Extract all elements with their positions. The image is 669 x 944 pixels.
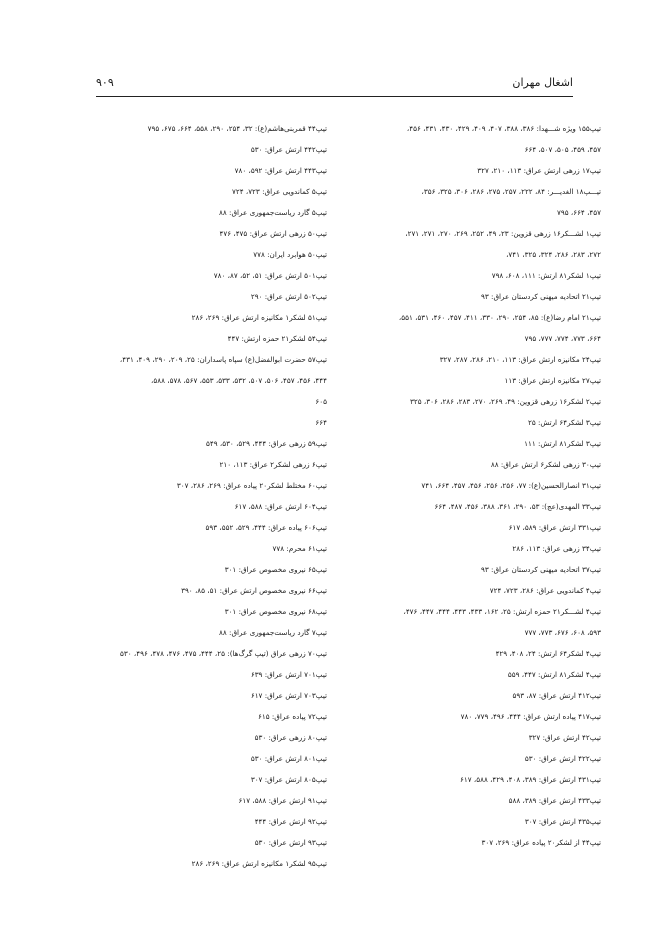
index-entry: تیپ۶۶ نیروی مخصوص ارتش عراق: ۵۱، ۸۵، ۳۹۰ [181,586,327,595]
index-entry: تیپ۳۳ المهدی(عج): ۵۳، ۲۹۰، ۳۶۱، ۳۸۸، ۴۵۶، ۴۸۷، ۶۶۴ [434,502,601,511]
index-entry: تیپ۱ لشـــکر۱۶ زرهی قزوین: ۲۳، ۴۹، ۲۵۲، ۲۶۹، ۲۷۰، ۲۷۱، ۲۷۱، [405,229,601,238]
index-entry: تیپ۴ لشکر۸۱ ارتش: ۴۴۷، ۵۵۹ [507,670,601,679]
index-entry: تیپ۸۰۱ ارتش عراق: ۵۳۰ [250,754,327,763]
index-entry: تیپ۴۱۲ ارتش عراق: ۸۷، ۵۹۳ [512,691,601,700]
index-entry: تیپ۵۱ لشکر۱ مکانیزه ارتش عراق: ۲۶۹، ۲۸۶ [191,313,327,322]
index-entry: ۵۹۳، ۶۰۸، ۶۷۶، ۷۷۳، ۷۷۷ [524,628,601,637]
index-entry: تیپ۸۰ زرهی عراق: ۵۳۰ [254,733,327,742]
index-entry: ۴۵۷، ۶۶۴، ۷۹۵ [557,208,601,217]
index-entry: تیپ۴۴ قمربنی‌هاشم(ع): ۳۲، ۲۵۴، ۲۹۰، ۵۵۸، ۶۶۴، ۶۷۵، ۷۹۵ [147,124,327,133]
index-entry: ۲۷۲، ۲۸۳، ۲۸۶، ۳۲۴، ۳۲۵، ۷۴۱، [506,250,601,259]
index-entry: تیپ۴۲ ارتش عراق: ۳۲۷ [528,733,601,742]
index-entry: تیپ۴۳۵ ارتش عراق: ۳۰۷ [524,817,601,826]
index-entry: تیپ۷۰ زرهی عراق (تیپ گرگ‌ها): ۲۵، ۴۴۴، ۴۷۵، ۴۷۶، ۴۷۸، ۴۹۶، ۵۳۰ [120,649,327,658]
index-entry: تیپ۳۷ اتحادیه میهنی کردستان عراق: ۹۳ [481,565,601,574]
index-entry: تیپ۵ کماندویی عراق: ۷۲۳، ۷۲۴ [231,187,327,196]
index-entry: ۶۶۴ [315,418,327,427]
index-entry: تیپ۸۰۵ ارتش عراق: ۳۰۷ [250,775,327,784]
index-entry: تیپ۳۳۱ ارتش عراق: ۵۸۹، ۶۱۷ [508,523,601,532]
index-entry: تیپ۴۳۳ ارتش عراق: ۳۸۹، ۵۸۸ [508,796,601,805]
index-entry: تیپ۵۴ لشکر۲۱ حمزه ارتش: ۴۴۷ [227,334,327,343]
index-entry: تیپ۹۱ ارتش عراق: ۵۸۸، ۶۱۷ [238,796,327,805]
index-entry: تیپ۱۷ زرهی ارتش عراق: ۱۱۳، ۲۱۰، ۳۲۷ [477,166,601,175]
index-entry: تیپ۴۳۱ ارتش عراق: ۳۸۹، ۴۰۸، ۴۲۹، ۵۸۸، ۶۱۷ [460,775,601,784]
index-entry: تیپ۱۵۵ ویژه شـــهدا: ۳۸۶، ۳۸۸، ۴۰۷، ۴۰۹، ۴۲۹، ۴۳۰، ۴۳۱، ۴۵۶، [406,124,601,133]
index-entry: تیپ۳۰ زرهی لشکر۶ ارتش عراق: ۸۸ [490,460,601,469]
index-entry: تیپ۶۰۶ پیاده عراق: ۴۴۴، ۵۲۹، ۵۵۲، ۵۹۳ [205,523,327,532]
index-column-left [65,118,327,874]
chapter-title: اشغال مهران [512,76,573,89]
index-entry: تیپ۴۲۲ ارتش عراق: ۵۳۰ [524,754,601,763]
index-entry: ۴۴۴، ۴۵۶، ۴۵۷، ۵۰۶، ۵۰۷، ۵۳۲، ۵۳۳، ۵۵۳، ۵۶۷، ۵۷۸، ۵۸۸، [151,376,327,385]
index-entry: تیپ۵۷ حضرت ابوالفضل(ع) سپاه پاسداران: ۲۵، ۲۰۹، ۲۹۰، ۴۰۹، ۴۳۱، [119,355,327,364]
index-entry: تیپ۷۰۳ ارتش عراق: ۶۱۷ [250,691,327,700]
index-entry: تیپ۶۱ محرم: ۷۷۸ [272,544,327,553]
index-entry: تیپ۱ لشکر۸۱ ارتش: ۱۱۱، ۶۰۸، ۷۹۸ [491,271,601,280]
index-entry: ۴۵۷، ۴۵۹، ۵۰۵، ۵۰۷، ۶۶۴ [524,145,601,154]
index-entry: تیپ۵۹ زرهی عراق: ۴۴۴، ۵۲۹، ۵۳۰، ۵۴۹ [206,439,327,448]
running-header [96,76,573,97]
index-entry: تیپ۷۰۱ ارتش عراق: ۶۳۹ [250,670,327,679]
index-entry: تیـــپ۱۸ الغدیـــر: ۸۴، ۲۲۲، ۲۵۷، ۲۷۵، ۲۸۶، ۳۰۶، ۳۲۵، ۳۵۶، [421,187,601,196]
index-entry: تیپ۵۰ هوابرد ایران: ۷۷۸ [253,250,327,259]
index-entry: تیپ۶۸ نیروی مخصوص عراق: ۳۰۱ [224,607,327,616]
index-entry: تیپ۳۱ انصارالحسین(ع): ۷۷، ۲۵۶، ۲۵۶، ۴۵۶، ۴۵۷، ۶۶۴، ۷۴۱ [421,481,601,490]
index-entry: تیپ۳۴ زرهی عراق: ۱۱۳، ۲۸۶ [512,544,601,553]
index-entry: تیپ۹۵ لشکر۱ مکانیزه ارتش عراق: ۲۶۹، ۲۸۶ [191,859,327,868]
index-entry: تیپ۵۰ زرهی ارتش عراق: ۴۷۵، ۴۷۶ [219,229,327,238]
index-entry: تیپ۲ لشکر۱۶ زرهی قزوین: ۴۹، ۲۶۹، ۲۷۰، ۲۸۳، ۲۸۶، ۳۰۶، ۳۲۵ [410,397,601,406]
index-entry: تیپ۹۲ ارتش عراق: ۴۴۴ [254,817,327,826]
index-entry: تیپ۹۳ ارتش عراق: ۵۳۰ [254,838,327,847]
index-entry: تیپ۶۵ نیروی مخصوص عراق: ۳۰۱ [224,565,327,574]
index-entry: تیپ۴ لشکر۶۴ ارتش: ۲۴، ۴۰۸، ۴۲۹ [495,649,601,658]
index-entry: تیپ۴۱۷ پیاده ارتش عراق: ۴۴۴، ۴۹۶، ۷۷۹، ۷۸۰ [460,712,601,721]
index-entry: تیپ۷۲ پیاده عراق: ۶۱۵ [258,712,327,721]
index-entry: تیپ۵۰۲ ارتش عراق: ۲۹۰ [250,292,327,301]
index-entry: ۶۶۴، ۷۷۳، ۷۷۴، ۷۷۷، ۷۹۵ [524,334,601,343]
index-entry: تیپ۳ لشکر۶۴ ارتش: ۲۵ [527,418,601,427]
index-entry: تیپ۲۱ امام رضا(ع): ۸۵، ۲۵۴، ۲۹۰، ۳۳۰، ۴۱۱، ۴۵۷، ۴۶۰، ۵۳۱، ۵۵۱، [398,313,601,322]
index-entry: تیپ۳ لشکر۸۱ ارتش: ۱۱۱ [524,439,601,448]
page-number: ۹۰۹ [96,76,114,89]
index-entry: تیپ۴۴ از لشکر۲۰ پیاده عراق: ۲۶۹، ۳۰۷ [481,838,601,847]
index-entry: تیپ۶۰۴ ارتش عراق: ۵۸۸، ۶۱۷ [234,502,327,511]
index-entry: تیپ۶۰ مختلط لشکر۲۰ پیاده عراق: ۲۶۹، ۲۸۶، ۳۰۷ [176,481,327,490]
index-entry: تیپ۴۴۳ ارتش عراق: ۵۹۲، ۷۸۰ [234,166,327,175]
index-entry: تیپ۲۴ مکانیزه ارتش عراق: ۱۱۳، ۲۱۰، ۲۸۶، ۲۸۷، ۳۲۷ [439,355,601,364]
index-entry: ۶۰۵ [315,397,327,406]
index-entry: تیپ۲۱ اتحادیه میهنی کردستان عراق: ۹۳ [481,292,601,301]
index-entry: تیپ۷ گارد ریاست‌جمهوری عراق: ۸۸ [219,628,327,637]
index-entry: تیپ۲۷ مکانیزه ارتش عراق: ۱۱۳ [504,376,601,385]
index-entry: تیپ۴ کماندویی عراق: ۲۸۶، ۷۲۳، ۷۲۴ [489,586,601,595]
index-column-right [333,118,601,853]
index-entry: تیپ۵ گارد ریاست‌جمهوری عراق: ۸۸ [219,208,327,217]
index-entry: تیپ۴۴۲ ارتش عراق: ۵۳۰ [250,145,327,154]
index-entry: تیپ۶ زرهی لشکر۲ عراق: ۱۱۳، ۲۱۰ [219,460,327,469]
index-entry: تیپ۴ لشـــکر۲۱ حمزه ارتش: ۲۵، ۱۶۲، ۴۳۳، ۴۴۳، ۴۴۴، ۴۴۷، ۴۷۶، [403,607,601,616]
index-entry: تیپ۵۰۱ ارتش عراق: ۵۱، ۵۲، ۸۷، ۷۸۰ [213,271,327,280]
